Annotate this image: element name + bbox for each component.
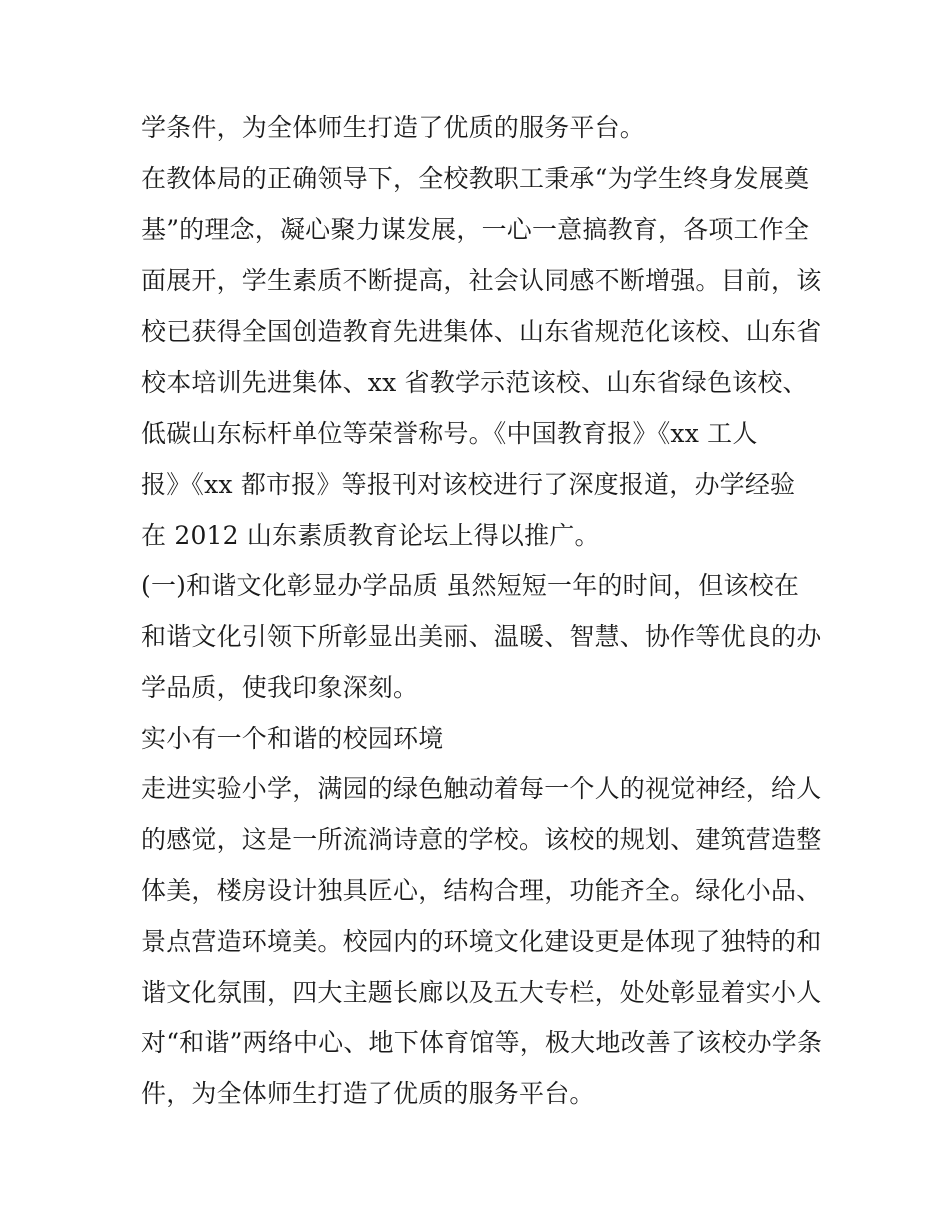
text-line-11: 和谐文化引领下所彰显出美丽、温暖、智慧、协作等优良的办	[141, 622, 822, 651]
text-line-6: 校本培训先进集体、xx 省教学示范该校、山东省绿色该校、	[141, 368, 808, 397]
text-line-16: 体美，楼房设计独具匠心，结构合理，功能齐全。绿化小品、	[141, 876, 822, 905]
text-line-17: 景点营造环境美。校园内的环境文化建设更是体现了独特的和	[141, 927, 822, 956]
text-line-19: 对“和谐”两络中心、地下体育馆等，极大地改善了该校办学条	[141, 1028, 823, 1057]
text-line-12: 学品质，使我印象深刻。	[141, 673, 419, 702]
text-line-7: 低碳山东标杆单位等荣誉称号。《中国教育报》《xx 工人	[141, 419, 758, 448]
text-line-20: 件，为全体师生打造了优质的服务平台。	[141, 1079, 595, 1108]
text-line-3: 基”的理念，凝心聚力谋发展，一心一意搞教育，各项工作全	[141, 215, 810, 244]
text-line-1: 学条件，为全体师生打造了优质的服务平台。	[141, 113, 646, 142]
text-line-10: (一)和谐文化彰显办学品质 虽然短短一年的时间，但该校在	[141, 571, 800, 600]
text-line-14: 走进实验小学，满园的绿色触动着每一个人的视觉神经，给人	[141, 774, 822, 803]
text-line-15: 的感觉，这是一所流淌诗意的学校。该校的规划、建筑营造整	[141, 825, 822, 854]
text-line-8: 报》《xx 都市报》等报刊对该校进行了深度报道，办学经验	[141, 470, 796, 499]
text-line-2: 在教体局的正确领导下，全校教职工秉承“为学生终身发展奠	[141, 164, 810, 193]
section-heading: 实小有一个和谐的校园环境	[141, 724, 444, 753]
text-line-18: 谐文化氛围，四大主题长廊以及五大专栏，处处彰显着实小人	[141, 978, 822, 1007]
text-line-9: 在 2012 山东素质教育论坛上得以推广。	[141, 521, 600, 550]
text-line-5: 校已获得全国创造教育先进集体、山东省规范化该校、山东省	[141, 317, 822, 346]
text-line-4: 面展开，学生素质不断提高，社会认同感不断增强。目前，该	[141, 266, 822, 295]
